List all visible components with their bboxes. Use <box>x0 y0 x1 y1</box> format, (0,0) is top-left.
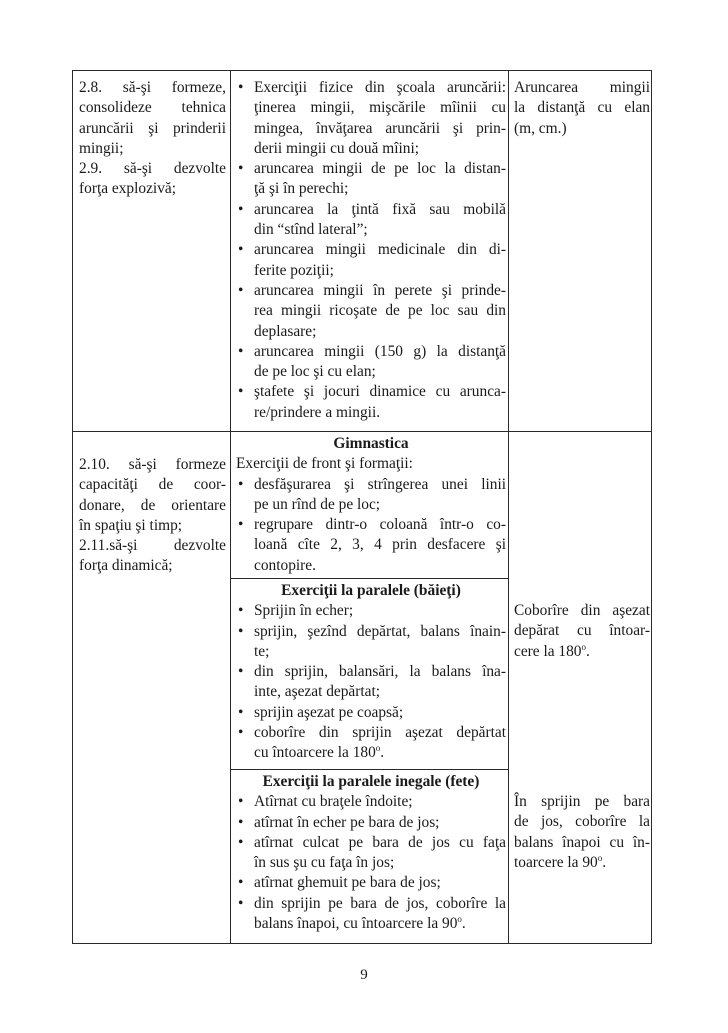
bullet-icon: • <box>238 703 244 721</box>
assessment-cell-1 <box>514 78 650 139</box>
list-item: • aruncarea mingii medicinale din di- <box>236 240 506 260</box>
bullet-icon: • <box>238 724 244 742</box>
text-line: balans înapoi, cu întoarcere la 90$^o$. <box>254 913 466 933</box>
text-line: de jos, coborîre la <box>514 813 650 831</box>
bullet-icon: • <box>238 833 244 851</box>
list-item: • regrupare dintr-o coloană într-o co- <box>236 515 506 535</box>
list-item: • Sprijin în echer; <box>236 601 506 621</box>
section-heading: Exerciţii la paralele (băieţi) <box>281 582 461 599</box>
list-item: • din sprijin, balansări, la balans îna- <box>236 662 506 682</box>
text-line: deplasare; <box>254 322 317 340</box>
list-item: • ştafete şi jocuri dinamice cu arunca- <box>236 382 506 402</box>
curriculum-table <box>72 70 652 944</box>
text-line: toarcere la 90$^o$. <box>514 852 607 871</box>
text-line: depărat cu întoar- <box>514 622 650 640</box>
bullet-icon: • <box>238 663 244 681</box>
bullet-icon: • <box>238 602 244 620</box>
text-line: forţa dinamică; <box>79 557 173 575</box>
row-divider-1 <box>73 431 652 432</box>
text-line: cu întoarcere la 180$^o$. <box>254 743 385 762</box>
list-item: • aruncarea mingii de pe loc la distan- <box>236 159 506 179</box>
bullet-icon: • <box>238 281 244 299</box>
list-item: • sprijin aşezat pe coapsă; <box>236 703 506 723</box>
bullet-icon: • <box>238 516 244 534</box>
bullet-icon: • <box>238 241 244 259</box>
bullet-icon: • <box>238 200 244 218</box>
assessment-cell-3 <box>514 601 650 662</box>
text-line: derii mingii cu două mîini; <box>254 139 419 157</box>
bullet-icon: • <box>238 813 244 831</box>
list-item: • aruncarea mingii în perete şi prinde- <box>236 281 506 301</box>
bullet-icon: • <box>238 622 244 640</box>
column-divider-2 <box>508 71 509 943</box>
content-cell-3 <box>236 581 506 764</box>
text-line: ferite poziţii; <box>254 261 334 279</box>
objectives-cell-1 <box>79 78 226 200</box>
list-item: • atîrnat culcat pe bara de jos cu faţa <box>236 833 506 853</box>
text-line: 2.10. să-şi formeze <box>79 456 226 473</box>
text-line: 2.9. să-şi dezvolte <box>79 160 226 178</box>
text-line: din “stînd lateral”; <box>254 221 368 239</box>
text-line: contopire. <box>254 556 316 574</box>
text-line: consolideze tehnica <box>79 99 226 117</box>
list-item: • coborîre din sprijin aşezat depărtat <box>236 723 506 743</box>
text-line: capacităţi de coor- <box>79 476 226 494</box>
content-cell-4 <box>236 772 506 934</box>
text-line: loană cîte 2, 3, 4 prin desfacere şi <box>254 536 506 554</box>
text-line: ţinerea mingii, mişcările mîinii cu <box>254 99 506 117</box>
bullet-icon: • <box>238 894 244 912</box>
text-line: în sus şu cu faţa în jos; <box>254 854 395 872</box>
text-line: pe un rînd de pe loc; <box>254 495 381 513</box>
list-item: • din sprijin pe bara de jos, coborîre la <box>236 894 506 914</box>
text-line: Coborîre din aşezat <box>514 602 650 619</box>
bullet-icon: • <box>238 793 244 811</box>
text-line: aruncării şi prinderii <box>79 119 226 137</box>
list-item: • sprijin, şezînd depărtat, balans înain- <box>236 622 506 642</box>
section-heading: Exerciţii la paralele inegale (fete) <box>262 773 480 790</box>
text-line: cere la 180$^o$. <box>514 641 590 660</box>
list-item: • atîrnat ghemuit pe bara de jos; <box>236 873 506 893</box>
text-line: re/prindere a mingii. <box>254 403 381 421</box>
list-item: • aruncarea mingii (150 g) la distanţă <box>236 342 506 362</box>
bullet-icon: • <box>238 383 244 401</box>
content-cell-1 <box>236 78 506 423</box>
text-line: inte, aşezat depărtat; <box>254 683 381 701</box>
text-line: în spaţiu şi timp; <box>79 516 183 534</box>
text-line: de pe loc şi cu elan; <box>254 363 376 381</box>
list-item: • atîrnat în echer pe bara de jos; <box>236 813 506 833</box>
text-line: ţă şi în perechi; <box>254 180 349 198</box>
list-item: • Exerciţii fizice din şcoala aruncării: <box>236 78 506 98</box>
row-divider-3 <box>230 769 508 770</box>
list-item: • aruncarea la ţintă fixă sau mobilă <box>236 200 506 220</box>
list-item: • desfăşurarea şi strîngerea unei linii <box>236 475 506 495</box>
bullet-icon: • <box>238 475 244 493</box>
text-line: mingea, învăţarea aruncării şi prin- <box>254 119 506 137</box>
objectives-cell-2 <box>79 455 226 577</box>
text-line: rea mingii ricoşate de pe loc sau din <box>254 302 506 320</box>
row-divider-2 <box>230 578 508 579</box>
text-line: mingii; <box>79 139 124 157</box>
list-item: • Atîrnat cu braţele îndoite; <box>236 792 506 812</box>
page-number: 9 <box>360 967 368 983</box>
text-line: În sprijin pe bara <box>514 793 650 810</box>
text-line: te; <box>254 642 270 660</box>
text-line: balans înapoi cu în- <box>514 833 650 851</box>
text-line: 2.11.să-şi dezvolte <box>79 537 226 555</box>
text-line: forţa explozivă; <box>79 180 177 198</box>
text-line: 2.8. să-şi formeze, <box>79 79 226 96</box>
bullet-icon: • <box>238 874 244 892</box>
text-line: donare, de orientare <box>79 496 226 514</box>
bullet-icon: • <box>238 79 244 96</box>
text-line: (m, cm.) <box>514 119 567 137</box>
content-cell-2 <box>236 434 506 576</box>
section-heading: Gimnastica <box>333 435 409 452</box>
column-divider-1 <box>230 71 231 943</box>
text-line: Exerciţii de front şi formaţii: <box>236 455 413 473</box>
text-line: Aruncarea mingii <box>514 79 650 96</box>
assessment-cell-4 <box>514 792 650 873</box>
text-line: la distanţă cu elan <box>514 99 650 117</box>
bullet-icon: • <box>238 160 244 178</box>
bullet-icon: • <box>238 342 244 360</box>
